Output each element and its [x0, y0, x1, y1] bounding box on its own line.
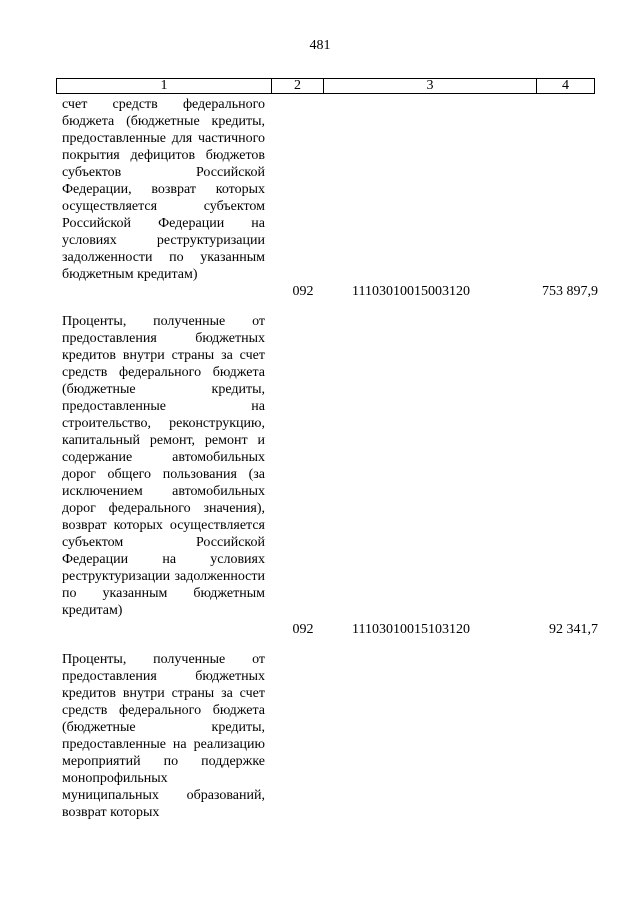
header-col-1: 1 — [57, 79, 272, 93]
row-kbk: 11103010015003120 — [352, 284, 470, 299]
header-col-2: 2 — [272, 79, 324, 93]
header-col-4: 4 — [562, 78, 569, 93]
row-admin-code: 092 — [292, 284, 314, 299]
row-description: Проценты, полученные от предоставления бюджетных кредитов внутри страны за счет средств федерального бюджета (бюджетные кредиты, предоставленные на реализацию мероприятий по поддержке монопрофильных муниципальных образований, возврат которых — [62, 652, 265, 820]
row-admin-code: 092 — [292, 622, 314, 637]
row-kbk: 11103010015103120 — [352, 622, 470, 637]
row-description: Проценты, полученные от предоставления бюджетных кредитов внутри страны за счет средств федерального бюджета (бюджетные кредиты, предоставленные на строительство, реконструкцию, капитальный ремонт, ремонт и содержание автомобильных дорог общего пользования (за исключением автомобильных дорог федерального значения), возврат которых осуществляется субъектом Российской Федерации на условиях реструктуризации задолженности по указанным бюджетным кредитам) — [62, 314, 265, 618]
column-number-header — [56, 78, 595, 94]
page-number: 481 — [309, 38, 331, 53]
header-col-3: 3 — [324, 79, 537, 93]
row-description: счет средств федерального бюджета (бюджетные кредиты, предоставленные для частичного покрытия дефицитов бюджетов субъектов Российской Федерации, возврат которых осуществляется субъектом Российской Федерации на условиях реструктуризации задолженности по указанным бюджетным кредитам) — [62, 97, 265, 282]
row-amount: 92 341,7 — [549, 622, 598, 637]
row-amount: 753 897,9 — [542, 284, 598, 299]
